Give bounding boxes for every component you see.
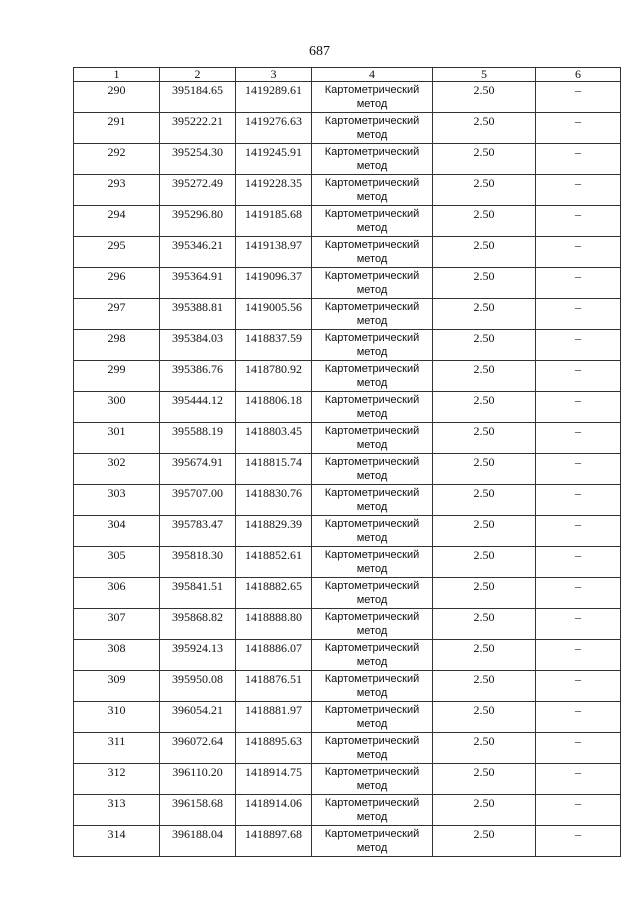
method-line-1: Картометрический bbox=[324, 301, 420, 313]
method-line-2: метод bbox=[356, 129, 388, 141]
note-cell: – bbox=[536, 578, 621, 609]
table-row bbox=[74, 113, 621, 144]
method-cell bbox=[312, 206, 433, 237]
note-cell: – bbox=[536, 113, 621, 144]
y-coordinate-cell: 1418897.68 bbox=[236, 826, 312, 857]
method-cell bbox=[312, 113, 433, 144]
point-number-cell: 301 bbox=[74, 423, 160, 454]
y-coordinate-cell: 1418837.59 bbox=[236, 330, 312, 361]
accuracy-cell: 2.50 bbox=[433, 237, 536, 268]
method-cell bbox=[312, 361, 433, 392]
method-line-2: метод bbox=[356, 718, 388, 730]
y-coordinate-cell: 1419096.37 bbox=[236, 268, 312, 299]
coordinates-table bbox=[73, 67, 621, 857]
method-line-1: Картометрический bbox=[324, 580, 420, 592]
table-row bbox=[74, 516, 621, 547]
method-line-1: Картометрический bbox=[324, 239, 420, 251]
table-row bbox=[74, 268, 621, 299]
y-coordinate-cell: 1419245.91 bbox=[236, 144, 312, 175]
method-line-2: метод bbox=[356, 842, 388, 854]
method-line-2: метод bbox=[356, 439, 388, 451]
page-number: 687 bbox=[309, 44, 330, 59]
table-row bbox=[74, 299, 621, 330]
method-line-2: метод bbox=[356, 253, 388, 265]
table-row bbox=[74, 795, 621, 826]
table-row bbox=[74, 826, 621, 857]
accuracy-cell: 2.50 bbox=[433, 826, 536, 857]
note-cell: – bbox=[536, 826, 621, 857]
method-line-2: метод bbox=[356, 191, 388, 203]
method-cell bbox=[312, 423, 433, 454]
method-line-1: Картометрический bbox=[324, 487, 420, 499]
note-cell: – bbox=[536, 640, 621, 671]
note-cell: – bbox=[536, 144, 621, 175]
point-number-cell: 307 bbox=[74, 609, 160, 640]
note-cell: – bbox=[536, 702, 621, 733]
method-line-2: метод bbox=[356, 749, 388, 761]
accuracy-cell: 2.50 bbox=[433, 175, 536, 206]
method-cell bbox=[312, 609, 433, 640]
method-line-1: Картометрический bbox=[324, 208, 420, 220]
table-row bbox=[74, 82, 621, 113]
method-line-1: Картометрический bbox=[324, 518, 420, 530]
method-line-2: метод bbox=[356, 284, 388, 296]
table-row bbox=[74, 578, 621, 609]
point-number-cell: 300 bbox=[74, 392, 160, 423]
accuracy-cell: 2.50 bbox=[433, 361, 536, 392]
x-coordinate-cell: 395818.30 bbox=[160, 547, 236, 578]
x-coordinate-cell: 395588.19 bbox=[160, 423, 236, 454]
point-number-cell: 310 bbox=[74, 702, 160, 733]
note-cell: – bbox=[536, 485, 621, 516]
point-number-cell: 305 bbox=[74, 547, 160, 578]
y-coordinate-cell: 1418881.97 bbox=[236, 702, 312, 733]
y-coordinate-cell: 1418914.75 bbox=[236, 764, 312, 795]
method-line-1: Картометрический bbox=[324, 735, 420, 747]
method-cell bbox=[312, 392, 433, 423]
table-row bbox=[74, 144, 621, 175]
method-line-1: Картометрический bbox=[324, 797, 420, 809]
method-line-1: Картометрический bbox=[324, 270, 420, 282]
method-cell bbox=[312, 175, 433, 206]
method-line-1: Картометрический bbox=[324, 146, 420, 158]
method-line-1: Картометрический bbox=[324, 642, 420, 654]
point-number-cell: 292 bbox=[74, 144, 160, 175]
y-coordinate-cell: 1419005.56 bbox=[236, 299, 312, 330]
method-cell bbox=[312, 826, 433, 857]
accuracy-cell: 2.50 bbox=[433, 454, 536, 485]
method-line-1: Картометрический bbox=[324, 425, 420, 437]
method-line-2: метод bbox=[356, 687, 388, 699]
y-coordinate-cell: 1418803.45 bbox=[236, 423, 312, 454]
point-number-cell: 303 bbox=[74, 485, 160, 516]
x-coordinate-cell: 395444.12 bbox=[160, 392, 236, 423]
method-line-1: Картометрический bbox=[324, 332, 420, 344]
accuracy-cell: 2.50 bbox=[433, 578, 536, 609]
accuracy-cell: 2.50 bbox=[433, 423, 536, 454]
note-cell: – bbox=[536, 454, 621, 485]
y-coordinate-cell: 1419228.35 bbox=[236, 175, 312, 206]
point-number-cell: 297 bbox=[74, 299, 160, 330]
x-coordinate-cell: 395868.82 bbox=[160, 609, 236, 640]
note-cell: – bbox=[536, 547, 621, 578]
method-cell bbox=[312, 795, 433, 826]
method-cell bbox=[312, 671, 433, 702]
accuracy-cell: 2.50 bbox=[433, 671, 536, 702]
note-cell: – bbox=[536, 330, 621, 361]
note-cell: – bbox=[536, 82, 621, 113]
header-col-3: 3 bbox=[236, 68, 312, 82]
x-coordinate-cell: 396072.64 bbox=[160, 733, 236, 764]
y-coordinate-cell: 1418815.74 bbox=[236, 454, 312, 485]
method-line-2: метод bbox=[356, 470, 388, 482]
point-number-cell: 291 bbox=[74, 113, 160, 144]
method-line-1: Картометрический bbox=[324, 611, 420, 623]
table-row bbox=[74, 175, 621, 206]
accuracy-cell: 2.50 bbox=[433, 547, 536, 578]
x-coordinate-cell: 396188.04 bbox=[160, 826, 236, 857]
x-coordinate-cell: 395950.08 bbox=[160, 671, 236, 702]
note-cell: – bbox=[536, 206, 621, 237]
y-coordinate-cell: 1418806.18 bbox=[236, 392, 312, 423]
x-coordinate-cell: 395707.00 bbox=[160, 485, 236, 516]
method-line-2: метод bbox=[356, 315, 388, 327]
y-coordinate-cell: 1418886.07 bbox=[236, 640, 312, 671]
point-number-cell: 309 bbox=[74, 671, 160, 702]
x-coordinate-cell: 395296.80 bbox=[160, 206, 236, 237]
method-line-2: метод bbox=[356, 811, 388, 823]
y-coordinate-cell: 1419276.63 bbox=[236, 113, 312, 144]
accuracy-cell: 2.50 bbox=[433, 299, 536, 330]
point-number-cell: 296 bbox=[74, 268, 160, 299]
accuracy-cell: 2.50 bbox=[433, 206, 536, 237]
y-coordinate-cell: 1419185.68 bbox=[236, 206, 312, 237]
x-coordinate-cell: 395272.49 bbox=[160, 175, 236, 206]
x-coordinate-cell: 396158.68 bbox=[160, 795, 236, 826]
method-line-1: Картометрический bbox=[324, 115, 420, 127]
method-cell bbox=[312, 454, 433, 485]
method-cell bbox=[312, 578, 433, 609]
method-cell bbox=[312, 299, 433, 330]
note-cell: – bbox=[536, 516, 621, 547]
method-line-1: Картометрический bbox=[324, 394, 420, 406]
method-line-2: метод bbox=[356, 594, 388, 606]
header-col-1: 1 bbox=[74, 68, 160, 82]
table-row bbox=[74, 361, 621, 392]
table-row bbox=[74, 671, 621, 702]
method-line-2: метод bbox=[356, 563, 388, 575]
table-row bbox=[74, 702, 621, 733]
method-cell bbox=[312, 82, 433, 113]
x-coordinate-cell: 395841.51 bbox=[160, 578, 236, 609]
table-row bbox=[74, 454, 621, 485]
table-row bbox=[74, 392, 621, 423]
point-number-cell: 295 bbox=[74, 237, 160, 268]
x-coordinate-cell: 396054.21 bbox=[160, 702, 236, 733]
table-row bbox=[74, 764, 621, 795]
method-line-1: Картометрический bbox=[324, 828, 420, 840]
note-cell: – bbox=[536, 299, 621, 330]
table-row bbox=[74, 733, 621, 764]
method-cell bbox=[312, 733, 433, 764]
accuracy-cell: 2.50 bbox=[433, 702, 536, 733]
x-coordinate-cell: 395254.30 bbox=[160, 144, 236, 175]
y-coordinate-cell: 1419289.61 bbox=[236, 82, 312, 113]
accuracy-cell: 2.50 bbox=[433, 113, 536, 144]
method-line-2: метод bbox=[356, 501, 388, 513]
point-number-cell: 304 bbox=[74, 516, 160, 547]
point-number-cell: 313 bbox=[74, 795, 160, 826]
method-cell bbox=[312, 640, 433, 671]
point-number-cell: 314 bbox=[74, 826, 160, 857]
method-line-2: метод bbox=[356, 656, 388, 668]
accuracy-cell: 2.50 bbox=[433, 795, 536, 826]
point-number-cell: 294 bbox=[74, 206, 160, 237]
table-header bbox=[74, 68, 621, 82]
table-row bbox=[74, 206, 621, 237]
method-line-2: метод bbox=[356, 98, 388, 110]
y-coordinate-cell: 1418882.65 bbox=[236, 578, 312, 609]
x-coordinate-cell: 395388.81 bbox=[160, 299, 236, 330]
method-line-2: метод bbox=[356, 408, 388, 420]
method-line-1: Картометрический bbox=[324, 363, 420, 375]
point-number-cell: 302 bbox=[74, 454, 160, 485]
accuracy-cell: 2.50 bbox=[433, 82, 536, 113]
note-cell: – bbox=[536, 237, 621, 268]
note-cell: – bbox=[536, 764, 621, 795]
note-cell: – bbox=[536, 795, 621, 826]
note-cell: – bbox=[536, 175, 621, 206]
accuracy-cell: 2.50 bbox=[433, 640, 536, 671]
method-line-2: метод bbox=[356, 780, 388, 792]
x-coordinate-cell: 395222.21 bbox=[160, 113, 236, 144]
method-line-2: метод bbox=[356, 346, 388, 358]
note-cell: – bbox=[536, 268, 621, 299]
x-coordinate-cell: 395783.47 bbox=[160, 516, 236, 547]
method-line-2: метод bbox=[356, 377, 388, 389]
note-cell: – bbox=[536, 671, 621, 702]
point-number-cell: 308 bbox=[74, 640, 160, 671]
method-line-2: метод bbox=[356, 160, 388, 172]
y-coordinate-cell: 1418914.06 bbox=[236, 795, 312, 826]
method-cell bbox=[312, 144, 433, 175]
method-line-2: метод bbox=[356, 222, 388, 234]
y-coordinate-cell: 1418895.63 bbox=[236, 733, 312, 764]
point-number-cell: 312 bbox=[74, 764, 160, 795]
x-coordinate-cell: 395384.03 bbox=[160, 330, 236, 361]
table-row bbox=[74, 330, 621, 361]
y-coordinate-cell: 1418780.92 bbox=[236, 361, 312, 392]
table-row bbox=[74, 485, 621, 516]
method-cell bbox=[312, 330, 433, 361]
method-line-1: Картометрический bbox=[324, 84, 420, 96]
point-number-cell: 298 bbox=[74, 330, 160, 361]
method-cell bbox=[312, 268, 433, 299]
point-number-cell: 293 bbox=[74, 175, 160, 206]
point-number-cell: 306 bbox=[74, 578, 160, 609]
method-cell bbox=[312, 547, 433, 578]
accuracy-cell: 2.50 bbox=[433, 516, 536, 547]
table-row bbox=[74, 547, 621, 578]
method-line-1: Картометрический bbox=[324, 549, 420, 561]
method-line-2: метод bbox=[356, 532, 388, 544]
header-col-4: 4 bbox=[312, 68, 433, 82]
accuracy-cell: 2.50 bbox=[433, 268, 536, 299]
table-row bbox=[74, 237, 621, 268]
x-coordinate-cell: 395346.21 bbox=[160, 237, 236, 268]
note-cell: – bbox=[536, 423, 621, 454]
y-coordinate-cell: 1418876.51 bbox=[236, 671, 312, 702]
x-coordinate-cell: 395674.91 bbox=[160, 454, 236, 485]
table-row bbox=[74, 423, 621, 454]
table-row bbox=[74, 609, 621, 640]
accuracy-cell: 2.50 bbox=[433, 144, 536, 175]
x-coordinate-cell: 395364.91 bbox=[160, 268, 236, 299]
method-line-1: Картометрический bbox=[324, 177, 420, 189]
x-coordinate-cell: 396110.20 bbox=[160, 764, 236, 795]
method-cell bbox=[312, 485, 433, 516]
method-line-1: Картометрический bbox=[324, 673, 420, 685]
table-row bbox=[74, 640, 621, 671]
y-coordinate-cell: 1419138.97 bbox=[236, 237, 312, 268]
method-line-1: Картометрический bbox=[324, 456, 420, 468]
method-cell bbox=[312, 764, 433, 795]
method-line-1: Картометрический bbox=[324, 704, 420, 716]
y-coordinate-cell: 1418888.80 bbox=[236, 609, 312, 640]
y-coordinate-cell: 1418852.61 bbox=[236, 547, 312, 578]
x-coordinate-cell: 395386.76 bbox=[160, 361, 236, 392]
accuracy-cell: 2.50 bbox=[433, 764, 536, 795]
table-body bbox=[74, 82, 621, 857]
x-coordinate-cell: 395924.13 bbox=[160, 640, 236, 671]
header-row bbox=[74, 68, 621, 82]
header-col-5: 5 bbox=[433, 68, 536, 82]
note-cell: – bbox=[536, 392, 621, 423]
method-cell bbox=[312, 516, 433, 547]
accuracy-cell: 2.50 bbox=[433, 609, 536, 640]
method-cell bbox=[312, 702, 433, 733]
header-col-6: 6 bbox=[536, 68, 621, 82]
x-coordinate-cell: 395184.65 bbox=[160, 82, 236, 113]
accuracy-cell: 2.50 bbox=[433, 485, 536, 516]
header-col-2: 2 bbox=[160, 68, 236, 82]
y-coordinate-cell: 1418830.76 bbox=[236, 485, 312, 516]
note-cell: – bbox=[536, 361, 621, 392]
accuracy-cell: 2.50 bbox=[433, 330, 536, 361]
accuracy-cell: 2.50 bbox=[433, 733, 536, 764]
y-coordinate-cell: 1418829.39 bbox=[236, 516, 312, 547]
point-number-cell: 311 bbox=[74, 733, 160, 764]
note-cell: – bbox=[536, 609, 621, 640]
method-line-2: метод bbox=[356, 625, 388, 637]
method-cell bbox=[312, 237, 433, 268]
point-number-cell: 290 bbox=[74, 82, 160, 113]
point-number-cell: 299 bbox=[74, 361, 160, 392]
note-cell: – bbox=[536, 733, 621, 764]
accuracy-cell: 2.50 bbox=[433, 392, 536, 423]
method-line-1: Картометрический bbox=[324, 766, 420, 778]
